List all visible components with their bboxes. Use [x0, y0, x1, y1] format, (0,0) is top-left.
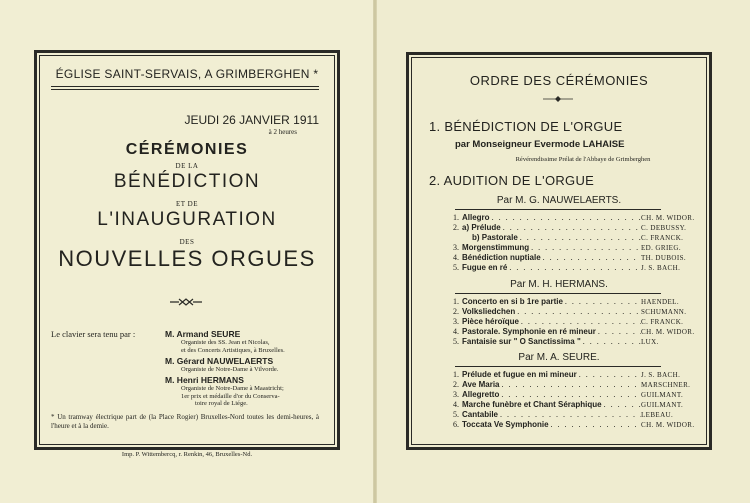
item-composer: LUX. [641, 338, 659, 346]
item-title: Concerto en si b 1re partie [462, 297, 563, 306]
program-item [449, 327, 699, 337]
organist-desc: Organiste de Notre-Dame à Maastricht; [181, 385, 284, 392]
item-title: Prélude et fugue en mi mineur [462, 370, 577, 379]
organist-1 [165, 329, 325, 354]
leader-dots [596, 327, 641, 337]
item-number: 1. [453, 297, 459, 306]
item-title: Pastorale. Symphonie en ré mineur [462, 327, 596, 336]
program-item [449, 223, 699, 233]
organist-name: M. Henri HERMANS [165, 375, 244, 385]
item-title: Pièce héroïque [462, 317, 519, 326]
item-composer: J. S. BACH. [641, 371, 681, 379]
rule-top-2 [51, 89, 319, 90]
item-number: 3. [453, 390, 459, 399]
leader-dots [563, 297, 641, 307]
item-number: 2. [453, 307, 459, 316]
item-number: 6. [453, 420, 459, 429]
item-title: Fantaisie sur " O Sanctissima " [462, 337, 581, 346]
program-item [449, 253, 699, 263]
organist-desc: et des Concerts Artistiques, à Bruxelles. [181, 346, 285, 354]
program-item [449, 380, 699, 390]
item-number: 5. [453, 263, 459, 272]
item-number: 4. [453, 400, 459, 409]
program-item [449, 317, 699, 327]
item-composer: LEBEAU. [641, 411, 674, 419]
section-1-byline: par Monseigneur Evermode LAHAISE [455, 139, 625, 150]
leader-dots [541, 253, 641, 263]
cover-frame [34, 50, 340, 450]
item-title: Cantabile [462, 410, 499, 419]
page-fold [373, 0, 377, 503]
divider [455, 293, 661, 294]
event-hours: à 2 heures [268, 128, 297, 136]
item-composer: HAENDEL. [641, 298, 679, 306]
item-composer: GUILMANT. [641, 401, 684, 409]
ornament-icon [169, 297, 203, 307]
item-composer: CH. M. WIDOR. [641, 328, 695, 336]
program-item [449, 420, 699, 430]
item-number [449, 233, 459, 243]
tramway-note: * Un tramway électrique part de (la Place Rogier) Bruxelles-Nord toutes les demi-heures, à l'heure et à la demie. [51, 413, 319, 430]
program-list-2 [449, 297, 699, 347]
leader-dots [602, 400, 641, 410]
program-list-1 [449, 213, 699, 273]
leader-dots [500, 380, 642, 390]
program-item [449, 390, 699, 400]
program-item [449, 297, 699, 307]
item-title: Fugue en ré [462, 263, 508, 272]
program-list-3 [449, 370, 699, 430]
item-number: 4. [453, 253, 459, 262]
organist-desc: toire royal de Liége. [195, 400, 248, 407]
program-item [449, 400, 699, 410]
item-composer: C. FRANCK. [641, 234, 684, 242]
title-de-la: DE LA [175, 162, 199, 170]
program-item [449, 307, 699, 317]
item-number: 3. [453, 243, 459, 252]
item-title: Allegretto [462, 390, 500, 399]
item-composer: CH. M. WIDOR. [641, 214, 695, 222]
leader-dots [515, 307, 641, 317]
item-title: Bénédiction nuptiale [462, 253, 541, 262]
item-composer: C. FRANCK. [641, 318, 684, 326]
divider [455, 366, 661, 367]
item-title: Marche funèbre et Chant Séraphique [462, 400, 602, 409]
printer-imprint: Imp. P. Wittembercq, r. Renkin, 46, Bruxelles-Nd. [121, 451, 253, 458]
title-ceremonies: CÉRÉMONIES [125, 141, 249, 158]
item-number: 3. [453, 317, 459, 326]
organist-desc: Organiste des SS. Jean et Nicolas, [181, 339, 270, 346]
leader-dots [519, 317, 641, 327]
organist-desc: 1er prix et médaille d'or du Conserva- [181, 392, 280, 400]
item-title: a) Prélude [462, 223, 501, 232]
item-composer: GUILMANT. [641, 391, 684, 399]
performer-3: Par M. A. SEURE. [518, 352, 600, 363]
program-item [449, 337, 699, 347]
organist-2 [165, 356, 325, 374]
program-frame [406, 52, 712, 450]
item-title: Morgenstimmung [462, 243, 530, 252]
item-composer: MARSCHNER. [641, 381, 691, 389]
item-title: Ave Maria [462, 380, 500, 389]
program-item [449, 233, 699, 243]
title-inauguration: L'INAUGURATION [97, 209, 277, 230]
program-title: ORDRE DES CÉRÉMONIES [469, 73, 649, 88]
title-des: DES [179, 238, 195, 246]
item-number: 1. [453, 370, 459, 379]
leader-dots [577, 370, 641, 380]
title-et-de: ET DE [175, 200, 198, 208]
performer-2: Par M. H. HERMANS. [510, 279, 608, 290]
divider [455, 209, 661, 210]
item-title: b) Pastorale [472, 233, 518, 242]
leader-dots [499, 390, 641, 400]
item-number: 5. [453, 337, 459, 346]
item-composer: ED. GRIEG. [641, 244, 681, 252]
leader-dots [507, 263, 641, 273]
item-composer: CH. M. WIDOR. [641, 421, 695, 429]
section-2-title: 2. AUDITION DE L'ORGUE [429, 173, 595, 188]
item-composer: C. DEBUSSY. [641, 224, 687, 232]
item-number: 2. [453, 223, 459, 232]
keyboard-intro: Le clavier sera tenu par : [51, 329, 136, 339]
title-benediction: BÉNÉDICTION [113, 171, 261, 192]
item-title: Volksliedchen [462, 307, 516, 316]
item-number: 4. [453, 327, 459, 336]
leader-dots [501, 223, 641, 233]
rule-top [51, 86, 319, 87]
item-title: Toccata Ve Symphonie [462, 420, 549, 429]
section-1-desc: Révérendissime Prélat de l'Abbaye de Grimberghen [515, 156, 651, 163]
program-item [449, 213, 699, 223]
leader-dots [518, 233, 641, 243]
section-1-title: 1. BÉNÉDICTION DE L'ORGUE [429, 119, 623, 134]
leader-dots [549, 420, 641, 430]
ornament-icon [541, 95, 575, 103]
leader-dots [498, 410, 641, 420]
leader-dots [529, 243, 641, 253]
item-composer: J. S. BACH. [641, 264, 681, 272]
organist-name: M. Gérard NAUWELAERTS [165, 356, 274, 366]
leader-dots [581, 337, 641, 347]
church-name: ÉGLISE SAINT-SERVAIS, A GRIMBERGHEN * [55, 67, 319, 81]
program-item [449, 370, 699, 380]
organist-desc: Organiste de Notre-Dame à Vilvorde. [181, 366, 279, 373]
item-number: 2. [453, 380, 459, 389]
item-title: Allegro [462, 213, 490, 222]
performer-1: Par M. G. NAUWELAERTS. [496, 195, 622, 206]
event-date: JEUDI 26 JANVIER 1911 [184, 113, 319, 127]
program-item [449, 410, 699, 420]
title-nouvelles-orgues: NOUVELLES ORGUES [58, 246, 316, 271]
organist-name: M. Armand SEURE [165, 329, 241, 339]
leader-dots [490, 213, 641, 223]
item-composer: TH. DUBOIS. [641, 254, 687, 262]
program-item [449, 263, 699, 273]
item-composer: SCHUMANN. [641, 308, 687, 316]
organist-3 [165, 375, 325, 408]
program-item [449, 243, 699, 253]
item-number: 5. [453, 410, 459, 419]
item-number: 1. [453, 213, 459, 222]
